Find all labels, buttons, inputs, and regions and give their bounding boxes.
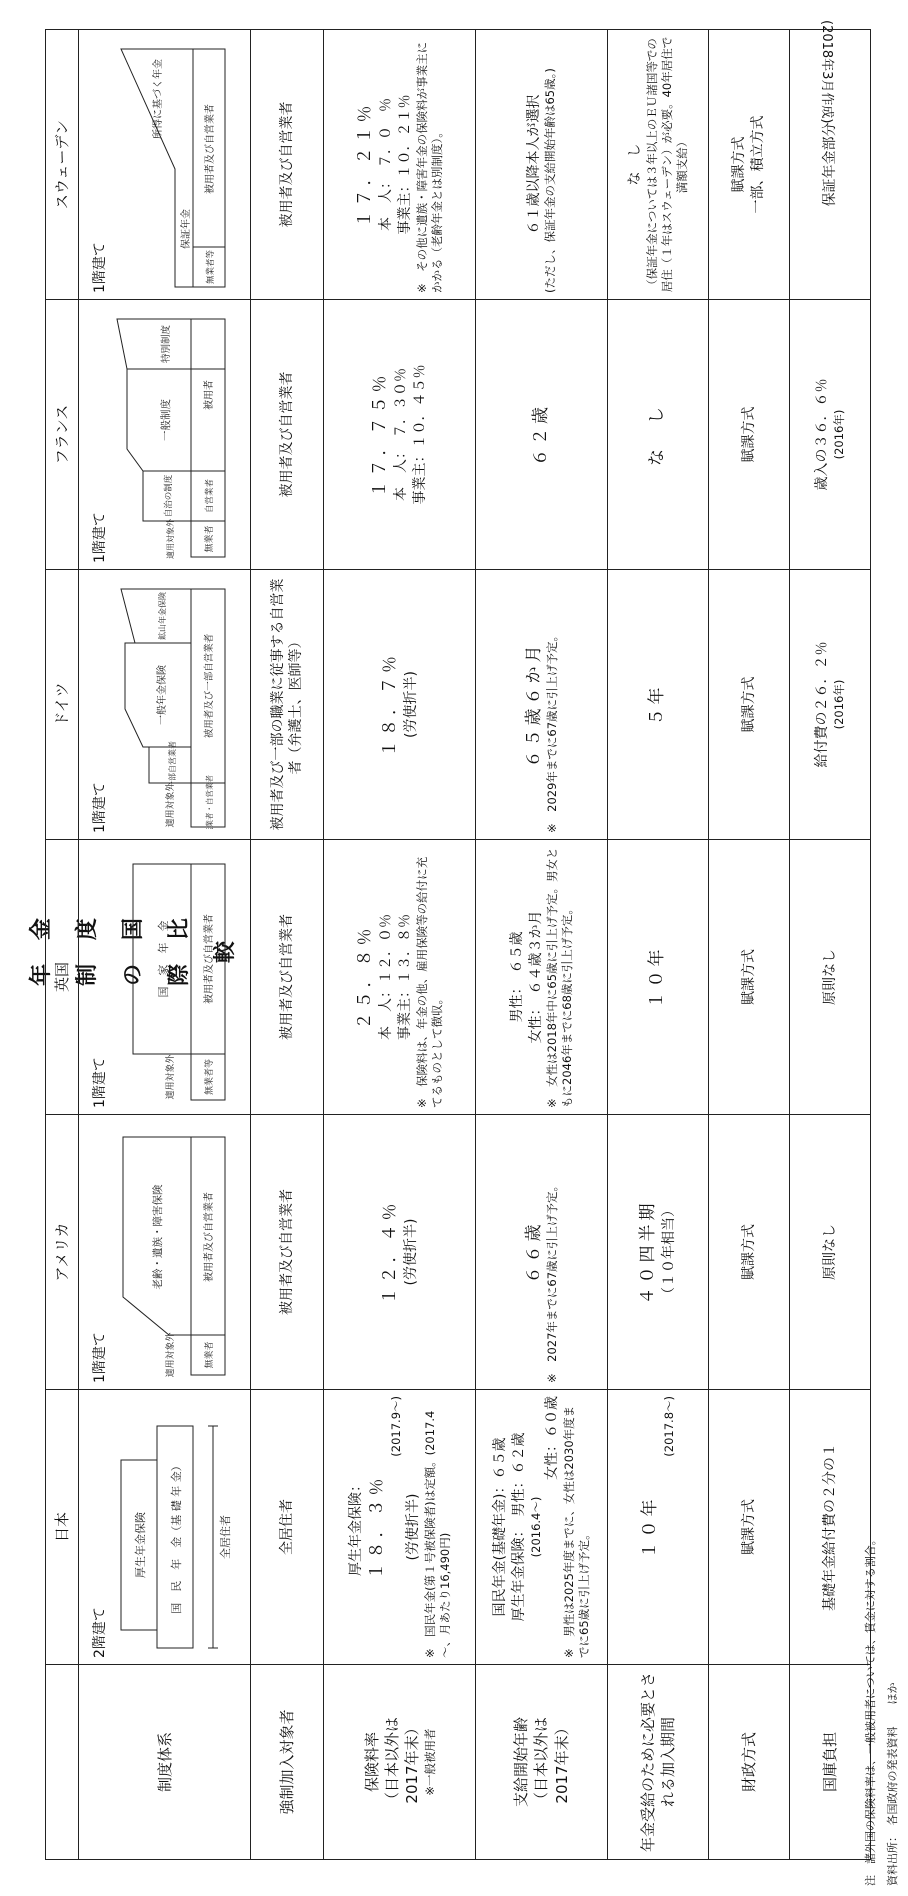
subsidy-france-l2: (2016年): [831, 409, 846, 460]
cell-finance-sweden: [708, 30, 789, 300]
cell-system-usa: [79, 1115, 251, 1390]
period-germany-value: ５年: [647, 683, 668, 726]
row-label-system: 制度体系: [79, 1665, 251, 1860]
france-autonomous-text: 自治の制度: [164, 475, 175, 518]
header-blank: [46, 1665, 79, 1860]
premium-japan-date: (2017.9～): [388, 1396, 403, 1457]
age-germany-note: ※ 2029年までに67歳に引上げ予定。: [545, 629, 560, 833]
cell-finance-uk: 賦課方式: [708, 840, 789, 1115]
age-japan-male: 厚生年金保険： 男性：６２歳: [510, 1432, 527, 1622]
premium-sweden-employer: 事業主：１０．２１％: [397, 94, 414, 235]
age-france-value: ６２歳: [531, 403, 551, 466]
row-label-premium: [324, 1665, 476, 1860]
header-usa: アメリカ: [46, 1115, 79, 1390]
france-self-employed-text: 自営業者: [205, 479, 216, 514]
period-japan-date: (2017.8～): [661, 1396, 676, 1457]
premium-japan-rate: １８．３％: [366, 1474, 387, 1580]
tier-label: 2階建て: [91, 1607, 108, 1658]
subsidy-germany-l2: (2016年): [831, 679, 846, 730]
cell-period-usa: [607, 1115, 708, 1390]
tier-label: 1階建て: [91, 1057, 108, 1108]
uk-covered-text: 被用者及び自営業者: [204, 914, 216, 1004]
row-label-subsidy: 国庫負担: [789, 1665, 870, 1860]
germany-excluded-text: 適用対象外: [166, 782, 177, 829]
cell-premium-france: [324, 300, 476, 570]
row-period: [607, 30, 708, 1860]
germany-miners-text: 鉱山年金保険: [158, 592, 168, 641]
age-label: 支給開始年齢: [512, 1717, 531, 1808]
premium-sweden-rate: １７．２１％: [355, 101, 376, 228]
cell-finance-germany: 賦課方式: [708, 570, 789, 840]
germany-nonworker-text: 無業者・自営業者: [205, 775, 215, 830]
header-france: フランス: [46, 300, 79, 570]
cell-subsidy-france: [789, 300, 870, 570]
uk-nonworker-text: 無業者等: [205, 1058, 216, 1096]
age-japan-note: ※ 男性は2025年度までに、女性は2030年度までに65歳に引上げ予定。: [562, 1405, 592, 1658]
premium-label4: ※一般被用者: [422, 1728, 437, 1796]
tier-label: 1階建て: [91, 782, 108, 833]
cell-period-france: [607, 300, 708, 570]
age-uk-female: 女性： ６４歳３か月: [527, 910, 544, 1044]
sweden-income-pension-text: 所得に基づく年金: [153, 59, 165, 140]
premium-japan-l1: 厚生年金保険：: [347, 1478, 364, 1576]
france-system-diagram: [113, 310, 233, 560]
japan-tier2-text: 厚生年金保険: [134, 1512, 148, 1578]
row-age: [476, 30, 608, 1860]
cell-coverage-usa: 被用者及び自営業者: [251, 1115, 324, 1390]
cell-premium-germany: [324, 570, 476, 840]
premium-france-rate: １７．７５％: [370, 371, 391, 498]
row-label-coverage: 強制加入対象者: [251, 1665, 324, 1860]
finance-sweden-l1: 賦課方式: [731, 136, 748, 193]
row-finance: [708, 30, 789, 1860]
premium-sweden-employee: 本 人： ７．０ ％: [378, 98, 395, 231]
cell-premium-uk: [324, 840, 476, 1115]
usa-system-diagram: [113, 1127, 233, 1377]
age-usa-value: ６６歳: [523, 1220, 544, 1284]
period-uk-value: １０年: [647, 945, 668, 1009]
uk-excluded-text: 適用対象外: [166, 1054, 177, 1100]
cell-premium-sweden: [324, 30, 476, 300]
cell-period-sweden: [607, 30, 708, 300]
cell-period-japan: [607, 1390, 708, 1665]
period-sweden-note: （保証年金については３年以上のＥＵ諸国等での居住（１年はスウェーデン）が必要。40年居住で満額支給）: [644, 36, 689, 293]
row-coverage: [251, 30, 324, 1860]
premium-label2: （日本以外は: [383, 1717, 402, 1808]
cell-period-germany: [607, 570, 708, 840]
premium-japan-split: (労使折半): [404, 1493, 421, 1561]
japan-system-diagram: [113, 1402, 233, 1652]
tier-label: 1階建て: [91, 512, 108, 563]
age-germany-value: ６５歳６か月: [523, 641, 544, 768]
france-employees-text: 被用者: [204, 380, 216, 411]
cell-age-uk: [476, 840, 608, 1115]
age-sweden-value: ６１歳以降本人が選択: [525, 94, 542, 235]
age-japan-female: 女性：６０歳: [544, 1396, 561, 1480]
cell-coverage-france: 被用者及び自営業者: [251, 300, 324, 570]
france-special-text: 特別制度: [161, 325, 173, 364]
age-sweden-note: (ただし、保証年金の支給開始年齢は65歳。): [543, 68, 558, 293]
cell-age-sweden: [476, 30, 608, 300]
usa-oasdi-text: 老齢・遺族・障害保険: [152, 1184, 165, 1290]
period-japan-value: １０年: [639, 1495, 660, 1559]
age-uk-male: 男性： ６５歳: [508, 931, 525, 1023]
rotated-table-wrapper: [45, 30, 871, 1860]
sweden-system-diagram: [113, 40, 233, 290]
sweden-covered-text: 被用者及び自営業者: [205, 104, 217, 195]
uk-state-pension-text: 国 家 年 金: [157, 920, 171, 998]
row-label-finance: 財政方式: [708, 1665, 789, 1860]
germany-system-diagram: [113, 580, 233, 830]
header-uk: 英国: [46, 840, 79, 1115]
cell-subsidy-germany: [789, 570, 870, 840]
france-general-text: 一般制度: [160, 399, 173, 442]
period-france-value: な し: [647, 403, 668, 466]
cell-subsidy-sweden: 保証年金部分: [789, 30, 870, 300]
cell-coverage-germany: 被用者及び一部の職業に従事する自営業者（弁護士、医師等）: [251, 570, 324, 840]
premium-label: 保険料率: [362, 1732, 381, 1793]
creation-date-note: (2018年3月作成): [819, 20, 834, 124]
subsidy-france-l1: 歳入の３６．６％: [814, 378, 831, 491]
premium-france-employee: 本 人： ７．３０％: [393, 368, 410, 501]
source-note: 資料出所： 各国政府の発表資料 ほか: [886, 1682, 899, 1886]
sweden-guarantee-pension-text: 保証年金: [181, 209, 193, 250]
page-title: 年 金 制 度 の 国 際 比 較: [29, 910, 238, 986]
row-subsidy: [789, 30, 870, 1860]
premium-germany-rate: １８．７％: [379, 652, 400, 757]
age-label3: 2017年末）: [552, 1720, 571, 1804]
footnote: 注 諸外国の保険料率は、一般被用者については、賃金に対する割合。: [864, 1534, 877, 1886]
cell-premium-japan: [324, 1390, 476, 1665]
pension-comparison-table: [45, 29, 871, 1860]
cell-subsidy-usa: 原則なし: [789, 1115, 870, 1390]
usa-covered-text: 被用者及び自営業者: [204, 1192, 216, 1282]
cell-age-germany: [476, 570, 608, 840]
age-japan-basic: 国民年金(基礎年金)：６５歳: [491, 1437, 508, 1617]
header-sweden: スウェーデン: [46, 30, 79, 300]
cell-system-germany: [79, 570, 251, 840]
premium-uk-employer: 事業主：１３．８％: [397, 914, 414, 1040]
uk-system-diagram: [113, 852, 233, 1102]
sweden-nonworker-text: 無業者等: [206, 250, 217, 285]
row-label-age: [476, 1665, 608, 1860]
cell-coverage-japan: 全居住者: [251, 1390, 324, 1665]
age-usa-note: ※ 2027年までに67歳に引上げ予定。: [545, 1179, 560, 1383]
age-uk-note: ※ 女性は2018年中に65歳に引上げ予定。男女ともに2046年までに68歳に引上げ予定。: [545, 847, 575, 1108]
japan-tier1-text: 国 民 年 金（基 礎 年 金）: [170, 1460, 184, 1614]
france-nonworker-text: 無業者: [205, 525, 216, 554]
premium-germany-split: (労使折半): [402, 671, 419, 738]
period-usa-equiv: （１０年相当）: [660, 1203, 677, 1301]
row-label-period: 年金受給のために必要とされる加入期間: [607, 1665, 708, 1860]
cell-coverage-uk: 被用者及び自営業者: [251, 840, 324, 1115]
japan-residents-text: 全居住者: [219, 1515, 233, 1559]
cell-premium-usa: [324, 1115, 476, 1390]
header-row: [46, 30, 79, 1860]
germany-self-employed-text: 一部自営業者: [168, 741, 178, 790]
premium-uk-note: ※ 保険料は、年金の他、雇用保険等の給付に充てるものとして徴収。: [415, 856, 445, 1108]
premium-sweden-note: ※ その他に遺族・障害年金の保険料が事業主にかかる（老齢年金とは別制度）。: [415, 41, 445, 293]
premium-uk-rate: ２５．８％: [355, 924, 376, 1030]
cell-age-usa: [476, 1115, 608, 1390]
germany-covered-text: 被用者及び一部自営業者: [204, 634, 216, 739]
row-premium: [324, 30, 476, 1860]
subsidy-germany-l1: 給付費の２６．２％: [814, 641, 831, 768]
cell-coverage-sweden: 被用者及び自営業者: [251, 30, 324, 300]
premium-uk-employee: 本 人：１２．０％: [378, 914, 395, 1040]
premium-usa-split: (労使折半): [402, 1218, 419, 1286]
cell-subsidy-uk: 原則なし: [789, 840, 870, 1115]
header-germany: ドイツ: [46, 570, 79, 840]
cell-finance-usa: 賦課方式: [708, 1115, 789, 1390]
cell-system-sweden: [79, 30, 251, 300]
finance-sweden-l2: 一部、積立方式: [749, 115, 766, 214]
cell-system-uk: [79, 840, 251, 1115]
period-sweden-value: な し: [627, 143, 644, 186]
premium-usa-rate: １２．４％: [379, 1199, 400, 1305]
cell-subsidy-japan: 基礎年金給付費の２分の１: [789, 1390, 870, 1665]
tier-label: 1階建て: [91, 1332, 108, 1383]
france-excluded-text: 適用対象外: [166, 519, 176, 560]
usa-nonworker-text: 無業者: [205, 1341, 216, 1369]
header-japan: 日本: [46, 1390, 79, 1665]
cell-system-france: [79, 300, 251, 570]
cell-finance-france: 賦課方式: [708, 300, 789, 570]
cell-finance-japan: 賦課方式: [708, 1390, 789, 1665]
age-label2: （日本以外は: [532, 1717, 551, 1808]
period-usa-value: ４０四半期: [637, 1199, 658, 1305]
cell-period-uk: [607, 840, 708, 1115]
tier-label: 1階建て: [91, 242, 108, 293]
row-system: [79, 30, 251, 1860]
cell-age-france: [476, 300, 608, 570]
cell-age-japan: [476, 1390, 608, 1665]
cell-system-japan: [79, 1390, 251, 1665]
premium-france-employer: 事業主：１０．４５％: [412, 364, 429, 505]
usa-excluded-text: 適用対象外: [166, 1332, 177, 1377]
germany-general-text: 一般年金保険: [157, 665, 169, 726]
age-japan-date: (2016.4～): [528, 1496, 543, 1558]
premium-label3: 2017年末）: [403, 1720, 422, 1804]
premium-japan-note: ※ 国民年金(第１号被保険者)は定額。(2017.4～、月あたり16,490円): [422, 1410, 452, 1658]
